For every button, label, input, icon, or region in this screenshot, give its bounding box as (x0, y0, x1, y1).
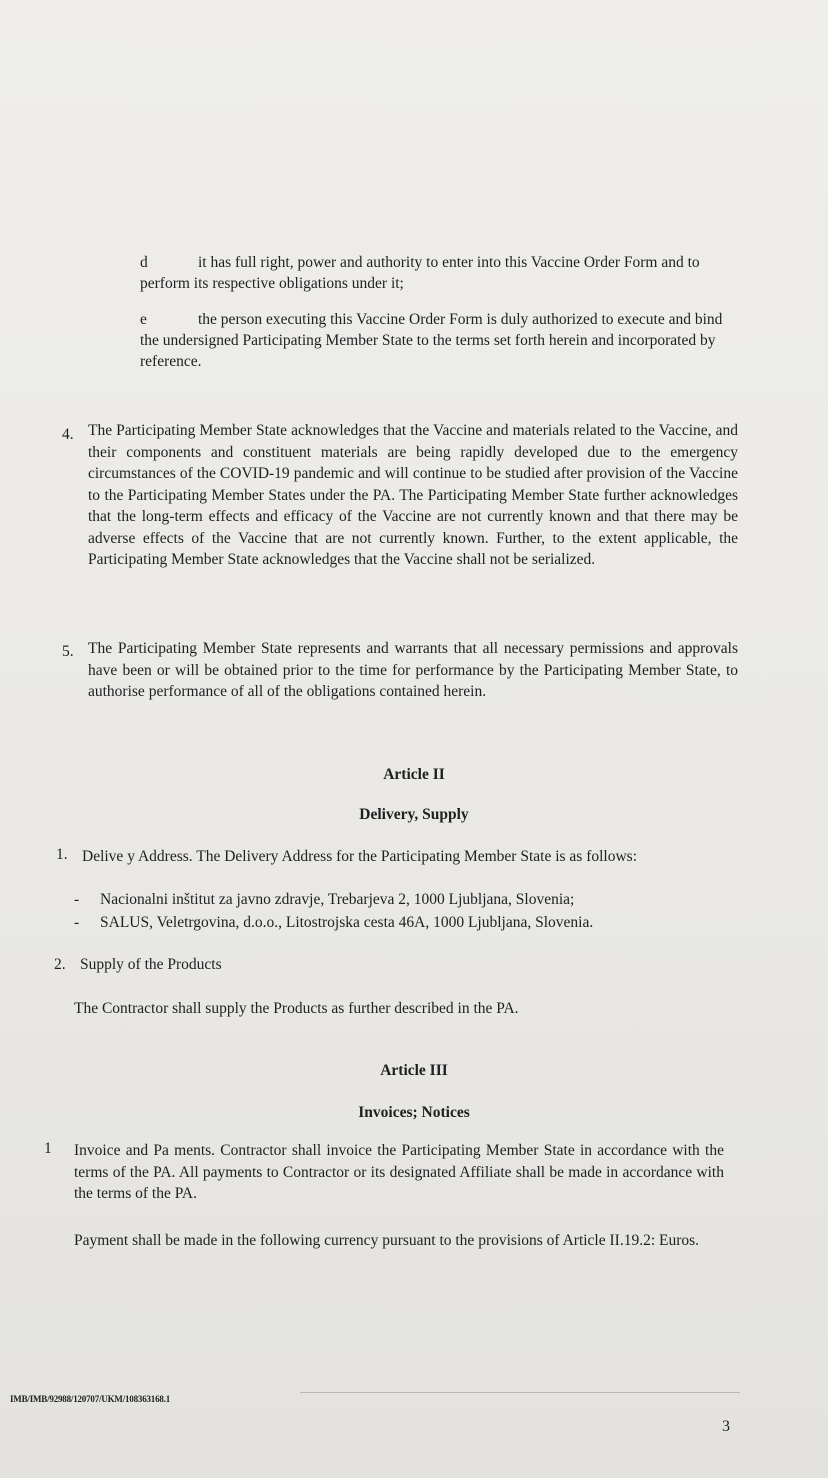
page-number: 3 (722, 1418, 730, 1435)
payment-text: Payment shall be made in the following currency pursuant to the provisions of Article II.19.2: Euros. (74, 1232, 700, 1249)
supply-text: The Contractor shall supply the Products as further described in the PA. (74, 1000, 519, 1017)
address-text: SALUS, Veletrgovina, d.o.o., Litostrojska cesta 46A, 1000 Ljubljana, Slovenia. (100, 914, 594, 931)
clause-e (140, 309, 740, 372)
article-ii-subtitle: Delivery, Supply (359, 806, 469, 823)
document-reference: IMB/IMB/92988/120707/UKM/108363168.1 (10, 1394, 171, 1404)
footer-divider (300, 1392, 740, 1393)
item-number: 5. (62, 643, 74, 660)
item-number: 2. (54, 956, 66, 973)
bullet-dash: - (74, 891, 80, 908)
article-ii-title: Article II (383, 766, 445, 783)
clause-text: the person executing this Vaccine Order Form is duly authorized to execute and bind the undersigned Participating Member State to the terms set forth herein and incorporated by reference. (140, 311, 723, 370)
delivery-address-text: Delive y Address. The Delivery Address for the Participating Member State is as follows: (82, 848, 638, 865)
article-iii-title: Article III (380, 1062, 448, 1079)
bullet-dash: - (74, 914, 80, 931)
clause-label: e (140, 311, 147, 328)
supply-title: Supply of the Products (80, 956, 222, 973)
invoice-text: Invoice and Pa ments. Contractor shall invoice the Participating Member State in accordance with the terms of the PA. All payments to Contractor or its designated Affiliate shall be made in accordance with the terms of the PA. (74, 1142, 724, 1202)
address-text: Nacionalni inštitut za javno zdravje, Trebarjeva 2, 1000 Ljubljana, Slovenia; (100, 891, 575, 908)
item-number: 4. (62, 426, 74, 443)
item-number: 1 (44, 1140, 52, 1157)
clause-text: it has full right, power and authority to enter into this Vaccine Order Form and to perform its respective obligations under it; (140, 254, 700, 292)
address-item (74, 891, 574, 909)
item-4-text: The Participating Member State acknowledges that the Vaccine and materials related to the Vaccine, and their components and constituent materials are being rapidly developed due to the emergency circumstances of the COVID-19 pandemic and will continue to be studied after provision of the Vaccine to the Participating Member States under the PA. The Participating Member State further acknowledges that the long-term effects and efficacy of the Vaccine are not currently known and that there may be adverse effects of the Vaccine that are not currently known. Further, to the extent applicable, the Participating Member State acknowledges that the Vaccine shall not be serialized. (88, 422, 738, 568)
clause-d (140, 252, 740, 294)
address-item (74, 914, 593, 932)
clause-label: d (140, 254, 148, 271)
item-number: 1. (56, 846, 68, 863)
item-5-text: The Participating Member State represents and warrants that all necessary permissions and approvals have been or will be obtained prior to the time for performance by the Participating Member State, to authorise performance of all of the obligations contained herein. (88, 640, 738, 700)
article-iii-subtitle: Invoices; Notices (358, 1104, 470, 1121)
